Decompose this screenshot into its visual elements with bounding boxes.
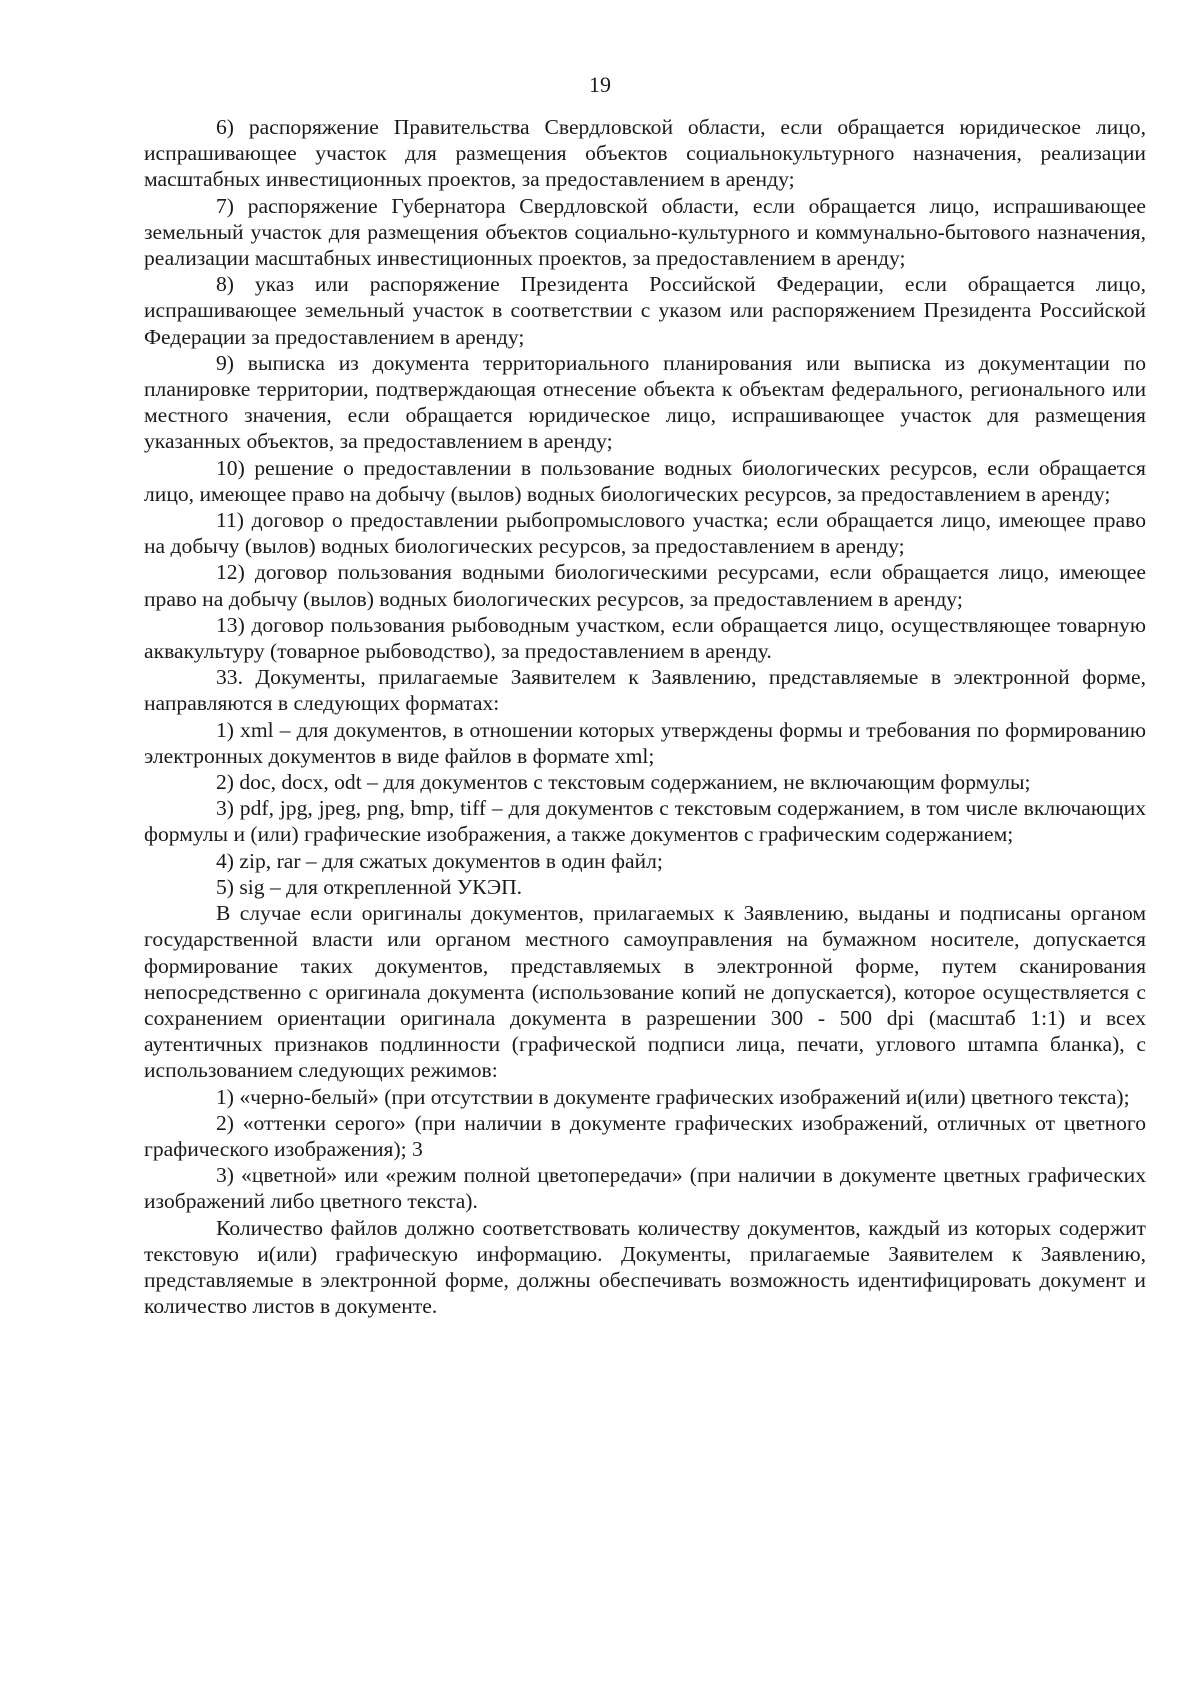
mode-item-bw: 1) «черно-белый» (при отсутствии в документе графических изображений и(или) цветного текста);: [216, 1084, 1130, 1109]
mode-item-color: 3) «цветной» или «режим полной цветопередачи» (при наличии в документе цветных графических изображений либо цветного текста).: [144, 1163, 1146, 1214]
paragraph-item-11: 11) договор о предоставлении рыбопромыслового участка; если обращается лицо, имеющее право на добычу (вылов) водных биологических ресурсов, за предоставлением в аренду;: [144, 508, 1146, 559]
paragraph-item-8: 8) указ или распоряжение Президента Российской Федерации, если обращается лицо, испрашивающее земельный участок в соответствии с указом или распоряжением Президента Российской Федерации за предоставлением в аренду;: [144, 272, 1146, 349]
document-body: [144, 114, 1146, 1319]
format-item-doc: 2) doc, docx, odt – для документов с текстовым содержанием, не включающим формулы;: [216, 770, 1031, 795]
format-item-sig: 5) sig – для открепленной УКЭП.: [216, 874, 523, 899]
paragraph-item-10: 10) решение о предоставлении в пользование водных биологических ресурсов, если обращается лицо, имеющее право на добычу (вылов) водных биологических ресурсов, за предоставлением в аренду;: [144, 455, 1146, 506]
paragraph-item-13: 13) договор пользования рыбоводным участком, если обращается лицо, осуществляющее товарную аквакультуру (товарное рыбоводство), за предоставлением в аренду.: [144, 612, 1146, 664]
paragraph-item-9: 9) выписка из документа территориального планирования или выписка из документации по планировке территории, подтверждающая отнесение объекта к объектам федерального, регионального или местного значения, если обращается юридическое лицо, испрашивающее участок для размещения указанных объектов, за предоставлением в аренду;: [144, 350, 1146, 454]
format-item-zip: 4) zip, rar – для сжатых документов в один файл;: [216, 848, 663, 873]
paragraph-item-12: 12) договор пользования водными биологическими ресурсами, если обращается лицо, имеющее право на добычу (вылов) водных биологических ресурсов, за предоставлением в аренду;: [144, 560, 1146, 611]
mode-item-grayscale: 2) «оттенки серого» (при наличии в документе графических изображений, отличных от цветного графического изображения); 3: [144, 1110, 1146, 1161]
page-number: 19: [589, 72, 611, 97]
format-item-pdf: 3) pdf, jpg, jpeg, png, bmp, tiff – для документов с текстовым содержанием, в том числе включающих формулы и (или) графические изображения, а также документов с графическим содержанием;: [144, 796, 1146, 847]
paragraph-file-count: Количество файлов должно соответствовать количеству документов, каждый из которых содержит текстовую и(или) графическую информацию. Документы, прилагаемые Заявителем к Заявлению, представляемые в электронной форме, должны обеспечивать возможность идентифицировать документ и количество листов в документе.: [144, 1215, 1146, 1319]
paragraph-scanning: В случае если оригиналы документов, прилагаемых к Заявлению, выданы и подписаны органом государственной власти или органом местного самоуправления на бумажном носителе, допускается формирование таких документов, представляемых в электронной форме, путем сканирования непосредственно с оригинала документа (использование копий не допускается), которое осуществляется с сохранением ориентации оригинала документа в разрешении 300 - 500 dpi (масштаб 1:1) и всех аутентичных признаков подлинности (графической подписи лица, печати, углового штампа бланка), с использованием следующих режимов:: [144, 901, 1146, 1083]
paragraph-item-6: 6) распоряжение Правительства Свердловской области, если обращается юридическое лицо, испрашивающее участок для размещения объектов социальнокультурного назначения, реализации масштабных инвестиционных проектов, за предоставлением в аренду;: [144, 115, 1146, 192]
format-item-xml: 1) xml – для документов, в отношении которых утверждены формы и требования по формированию электронных документов в виде файлов в формате xml;: [144, 717, 1146, 768]
paragraph-clause-33: 33. Документы, прилагаемые Заявителем к Заявлению, представляемые в электронной форме, направляются в следующих форматах:: [144, 665, 1146, 716]
paragraph-item-7: 7) распоряжение Губернатора Свердловской области, если обращается лицо, испрашивающее земельный участок для размещения объектов социально-культурного и коммунально-бытового назначения, реализации масштабных инвестиционных проектов, за предоставлением в аренду;: [144, 193, 1146, 271]
